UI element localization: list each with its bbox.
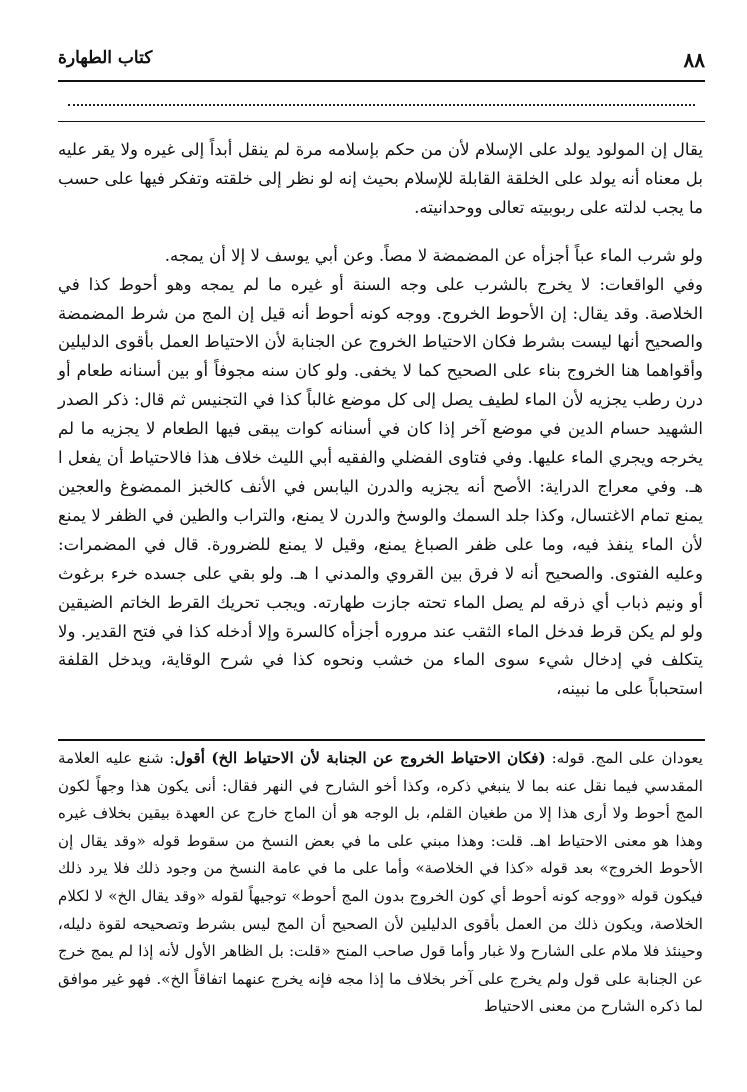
main-text	[58, 136, 703, 704]
text-rule	[58, 121, 705, 122]
footnote-quoted-heading: (فكان الاحتياط الخروج عن الجنابة لأن الاحتياط الخ) أقول	[174, 749, 546, 767]
main-paragraph-3: وفي الواقعات: لا يخرج بالشرب على وجه السنة أو غيره ما لم يمجه وهو أحوط كذا في الخلاصة. وقد يقال: إن الأحوط الخروج. ووجه كونه أحوط أنه قيل إن المج من شرط المضمضة والصحيح أنها ليست بشرط فكان الاحتياط الخروج عن الجنابة لأن الاحتياط العمل بأقوى الدليلين وأقواهما هنا الخروج بناء على الصحيح كما لا يخفى. ولو كان سنه مجوفاً أو بين أسنانه طعام أو درن رطب يجزيه لأن الماء لطيف يصل إلى كل موضع غالباً كذا في التجنيس ثم قال: ذكر الصدر الشهيد حسام الدين في موضع آخر إذا كان في أسنانه كوات يبقى فيها الطعام لا يجزيه ما لم يخرجه ويجري الماء عليها. وفي فتاوى الفضلي والفقيه أبي الليث خلاف هذا فالاحتياط أن يفعل ا هـ. وفي معراج الدراية: الأصح أنه يجزيه والدرن اليابس في الأنف كالخبز الممضوغ والعجين يمنع تمام الاغتسال، وكذا جلد السمك والوسخ والدرن لا يمنع، والتراب والطين في الظفر لا يمنع لأن الماء ينفذ فيه، وما على ظفر الصباغ يمنع، وقيل لا يمنع للضرورة. قال في المضمرات: وعليه الفتوى. والصحيح أنه لا فرق بين القروي والمدني ا هـ. ولو بقي على جسده خرء برغوث أو ونيم ذباب أي ذرقه لم يصل الماء تحته جازت طهارته. ويجب تحريك القرط الخاتم الضيقين ولو لم يكن قرط فدخل الماء الثقب عند مروره أجزأه كالسرة وإلا أدخله كذا في فتح القدير. ولا يتكلف في إدخال شيء سوى الماء من خشب ونحوه كذا في شرح الوقاية، ويدخل القلفة استحباباً على ما نبينه،	[58, 274, 704, 699]
footnote-commentary	[58, 745, 703, 1021]
dotted-separator	[68, 104, 695, 106]
main-paragraph-2: ولو شرب الماء عباً أجزأه عن المضمضة لا مصاً. وعن أبي يوسف لا إلا أن يمجه.	[164, 245, 703, 265]
header-rule	[58, 80, 705, 82]
footnote-body: : شنع عليه العلامة المقدسي فيما نقل عنه بما لا ينبغي ذكره، وكذا أخو الشارح في النهر فقال: أنى يكون هذا وجهاً لكون المج أحوط ولا أرى هذا إلا من طغيان القلم، بل الوجه هو أن الماج خارج عن العهدة بيقين بخلاف غيره وهذا هو معنى الاحتياط اهـ. قلت: وهذا مبني على ما في بعض النسخ من سقوط قوله «وقد يقال إن الأحوط الخروج» بعد قوله «كذا في الخلاصة» وأما على ما في عامة النسخ من وجود ذلك فلا يرد ذلك فيكون قوله «ووجه كونه أحوط أي كون الخروج بدون المج أحوط» توجيهاً لقوله «وقد يقال الخ» لا لكلام الخلاصة، ويكون ذلك من العمل بأقوى الدليلين لأن الصحيح أن المج ليس بشرط وتصحيحه لقوة دليله، وحينئذ فلا ملام على الشارح ولا غبار وأما قول صاحب المنح «قلت: بل الظاهر الأول لأنه إذا لم يمج خرج عن الجنابة على قول ولم يخرج على آخر بخلاف ما إذا مجه فإنه يخرج عنهما اتفاقاً الخ». فهو غير موافق لما ذكره الشارح من معنى الاحتياط	[58, 749, 703, 1016]
footnote-rule	[58, 739, 705, 741]
main-paragraph-1: يقال إن المولود يولد على الإسلام لأن من حكم بإسلامه مرة لم ينقل أبداً إلى غيره ولا يقر عليه بل معناه أنه يولد على الخلقة القابلة للإسلام بحيث إنه لو نظر إلى خلقته وتفكر فيها على حسب ما يجب لدلته على ربوبيته تعالى ووحدانيته.	[58, 140, 703, 217]
footnote-paragraph	[58, 745, 703, 1021]
page-number: ٨٨	[683, 48, 705, 72]
page-header	[58, 48, 705, 80]
footnote-intro: يعودان على المج. قوله:	[545, 749, 703, 767]
running-title: كتاب الطهارة	[58, 48, 153, 68]
